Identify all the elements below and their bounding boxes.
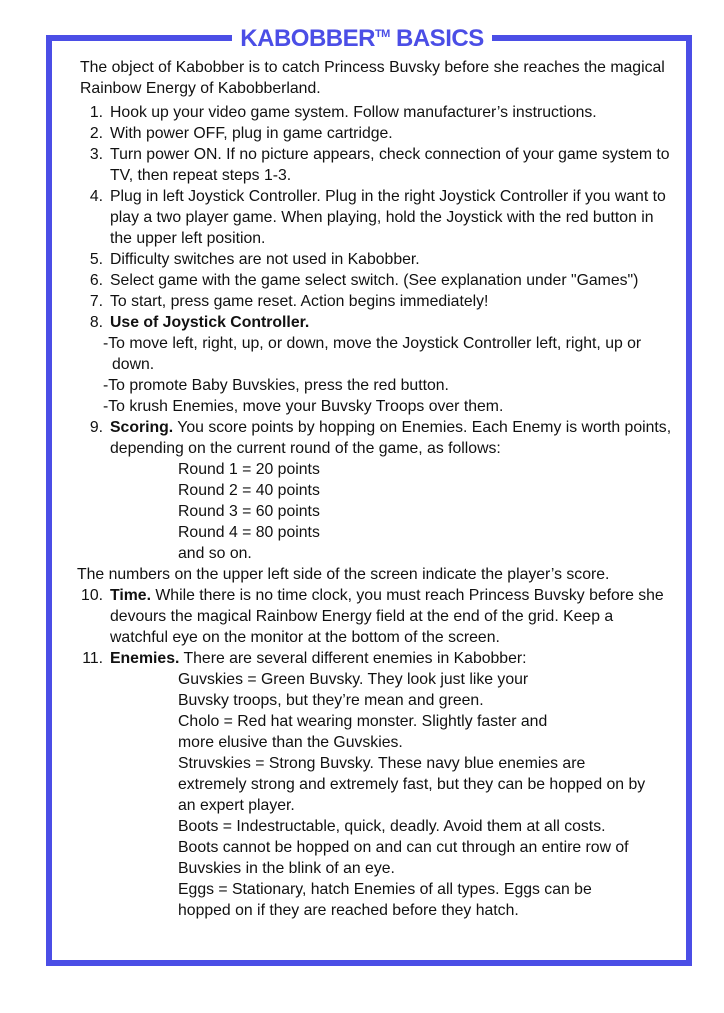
item-text: While there is no time clock, you must reach Princess Buvsky before she devours the magical Rainbow Energy field at the end of the grid. Keep a watchful eye on the monitor at the bottom of the screen.	[110, 587, 664, 646]
joystick-promote-text: -To promote Baby Buvskies, press the red button.	[103, 377, 449, 394]
item-number: 3.	[89, 146, 103, 163]
trademark-mark: TM	[374, 28, 390, 40]
item-number: 8.	[89, 314, 103, 331]
item-text: Select game with the game select switch. (See explanation under "Games")	[110, 272, 639, 289]
round-points: Round 3 = 60 points	[178, 503, 320, 520]
list-item-joystick	[80, 312, 672, 333]
list-item	[80, 102, 672, 123]
title-bar	[0, 18, 724, 55]
joystick-instructions	[80, 333, 672, 417]
item-text: With power OFF, plug in game cartridge.	[110, 125, 393, 142]
enemy-struvskies: Struvskies = Strong Buvsky. These navy blue enemies are extremely strong and extremely fast, but they can be hopped on by an expert player.	[178, 755, 646, 814]
item-number: 2.	[89, 125, 103, 142]
item-number: 5.	[89, 251, 103, 268]
enemy-eggs: Eggs = Stationary, hatch Enemies of all types. Eggs can be hopped on if they are reached before they hatch.	[178, 881, 592, 919]
item-text: Plug in left Joystick Controller. Plug in the right Joystick Controller if you want to play a two player game. When playing, hold the Joystick with the red button in the upper left position.	[110, 188, 666, 247]
enemy-cholo: Cholo = Red hat wearing monster. Slightly faster and more elusive than the Guvskies.	[178, 713, 548, 751]
enemy-boots: Boots = Indestructable, quick, deadly. Avoid them at all costs. Boots cannot be hopped on and can cut through an entire row of Buvskies in the blink of an eye.	[178, 818, 629, 877]
round-points: and so on.	[178, 545, 252, 562]
list-item	[80, 270, 672, 291]
item-heading: Use of Joystick Controller.	[110, 314, 310, 331]
item-text: Turn power ON. If no picture appears, check connection of your game system to TV, then repeat steps 1-3.	[110, 146, 670, 184]
round-points: Round 4 = 80 points	[178, 524, 320, 541]
item-number: 7.	[89, 293, 103, 310]
joystick-krush-text: -To krush Enemies, move your Buvsky Troops over them.	[103, 398, 504, 415]
item-text: To start, press game reset. Action begins immediately!	[110, 293, 489, 310]
title-rest: BASICS	[396, 25, 484, 52]
item-text: Difficulty switches are not used in Kabobber.	[110, 251, 420, 268]
score-note: The numbers on the upper left side of the screen indicate the player’s score.	[77, 566, 610, 583]
item-number: 11.	[82, 650, 103, 667]
item-heading: Scoring.	[110, 419, 174, 436]
item-text: There are several different enemies in Kabobber:	[179, 650, 527, 667]
enemy-guvskies: Guvskies = Green Buvsky. They look just like your Buvsky troops, but they’re mean and green.	[178, 671, 529, 709]
item-number: 10.	[81, 587, 103, 604]
list-item	[80, 123, 672, 144]
list-item	[80, 291, 672, 312]
title-main: KABOBBER	[240, 25, 375, 52]
round-points-list	[80, 459, 672, 564]
list-item	[80, 144, 672, 186]
joystick-move-text: -To move left, right, up, or down, move the Joystick Controller left, right, up or down.	[103, 335, 642, 373]
page-title	[232, 18, 491, 55]
instructions-body	[77, 57, 672, 921]
enemies-list	[80, 669, 646, 921]
list-item	[80, 249, 672, 270]
list-item-scoring	[80, 417, 672, 459]
item-heading: Enemies.	[110, 650, 180, 667]
list-item	[80, 186, 672, 249]
item-text: You score points by hopping on Enemies. Each Enemy is worth points, depending on the current round of the game, as follows:	[110, 419, 672, 457]
list-item-time	[80, 585, 672, 648]
intro-paragraph: The object of Kabobber is to catch Princess Buvsky before she reaches the magical Rainbow Energy of Kabobberland.	[80, 59, 665, 97]
item-number: 9.	[89, 419, 103, 436]
item-number: 6.	[89, 272, 103, 289]
round-points: Round 1 = 20 points	[178, 461, 320, 478]
item-number: 1.	[89, 104, 103, 121]
round-points: Round 2 = 40 points	[178, 482, 320, 499]
list-item-enemies	[80, 648, 672, 669]
item-heading: Time.	[110, 587, 151, 604]
item-text: Hook up your video game system. Follow manufacturer’s instructions.	[110, 104, 597, 121]
item-number: 4.	[89, 188, 103, 205]
